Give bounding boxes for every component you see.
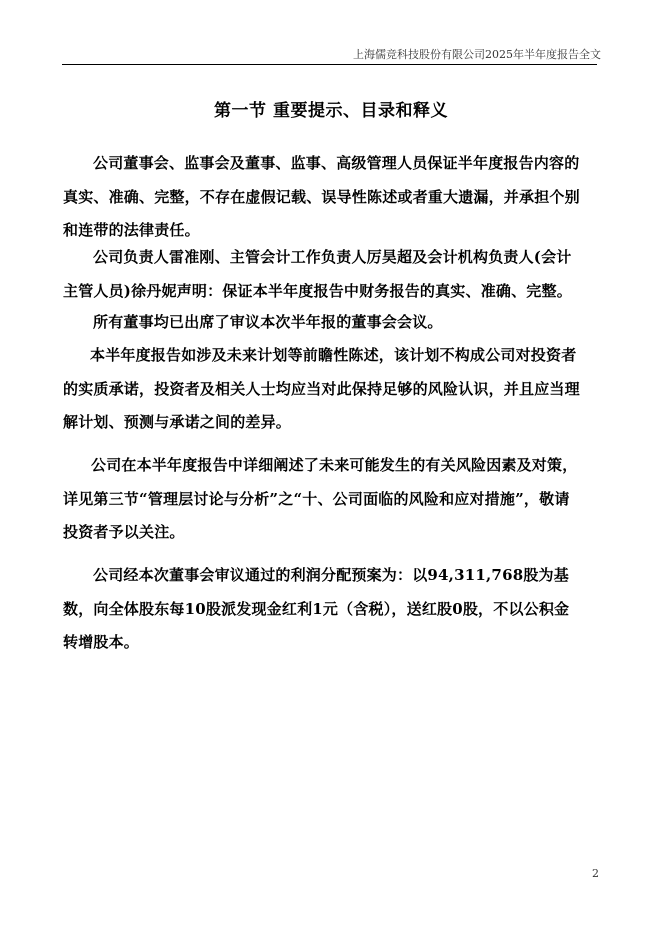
paragraph-responsible-persons-statement: 公司负责人雷准刚、主管会计工作负责人厉昊超及会计机构负责人(会计主管人员)徐丹妮声明：保证本半年度报告中财务报告的真实、准确、完整。 bbox=[63, 248, 572, 300]
paragraph-forward-looking-statement: 本半年度报告如涉及未来计划等前瞻性陈述，该计划不构成公司对投资者的实质承诺，投资者及相关人士均应当对此保持足够的风险认识，并且应当理解计划、预测与承诺之间的差异。 bbox=[63, 346, 580, 431]
paragraph-risk-factors: 公司在本半年度报告中详细阐述了未来可能发生的有关风险因素及对策，详见第三节“管理层讨论与分析”之“十、公司面临的风险和应对措施”，敬请投资者予以关注。 bbox=[63, 456, 578, 541]
section-title: 第一节 重要提示、目录和释义 bbox=[214, 101, 448, 121]
paragraph-directors-attendance: 所有董事均已出席了审议本次半年报的董事会会议。 bbox=[93, 313, 443, 331]
paragraph-profit-distribution: 公司经本次董事会审议通过的利润分配预案为：以94,311,768股为基数，向全体股东每10股派发现金红利1元（含税），送红股0股，不以公积金转增股本。 bbox=[63, 566, 570, 651]
running-header: 上海儒竞科技股份有限公司2025年半年度报告全文 bbox=[353, 48, 601, 61]
header-divider bbox=[62, 64, 597, 65]
page-number: 2 bbox=[592, 867, 599, 880]
paragraph-board-guarantee: 公司董事会、监事会及董事、监事、高级管理人员保证半年度报告内容的真实、准确、完整，不存在虚假记载、误导性陈述或者重大遗漏，并承担个别和连带的法律责任。 bbox=[63, 154, 580, 239]
